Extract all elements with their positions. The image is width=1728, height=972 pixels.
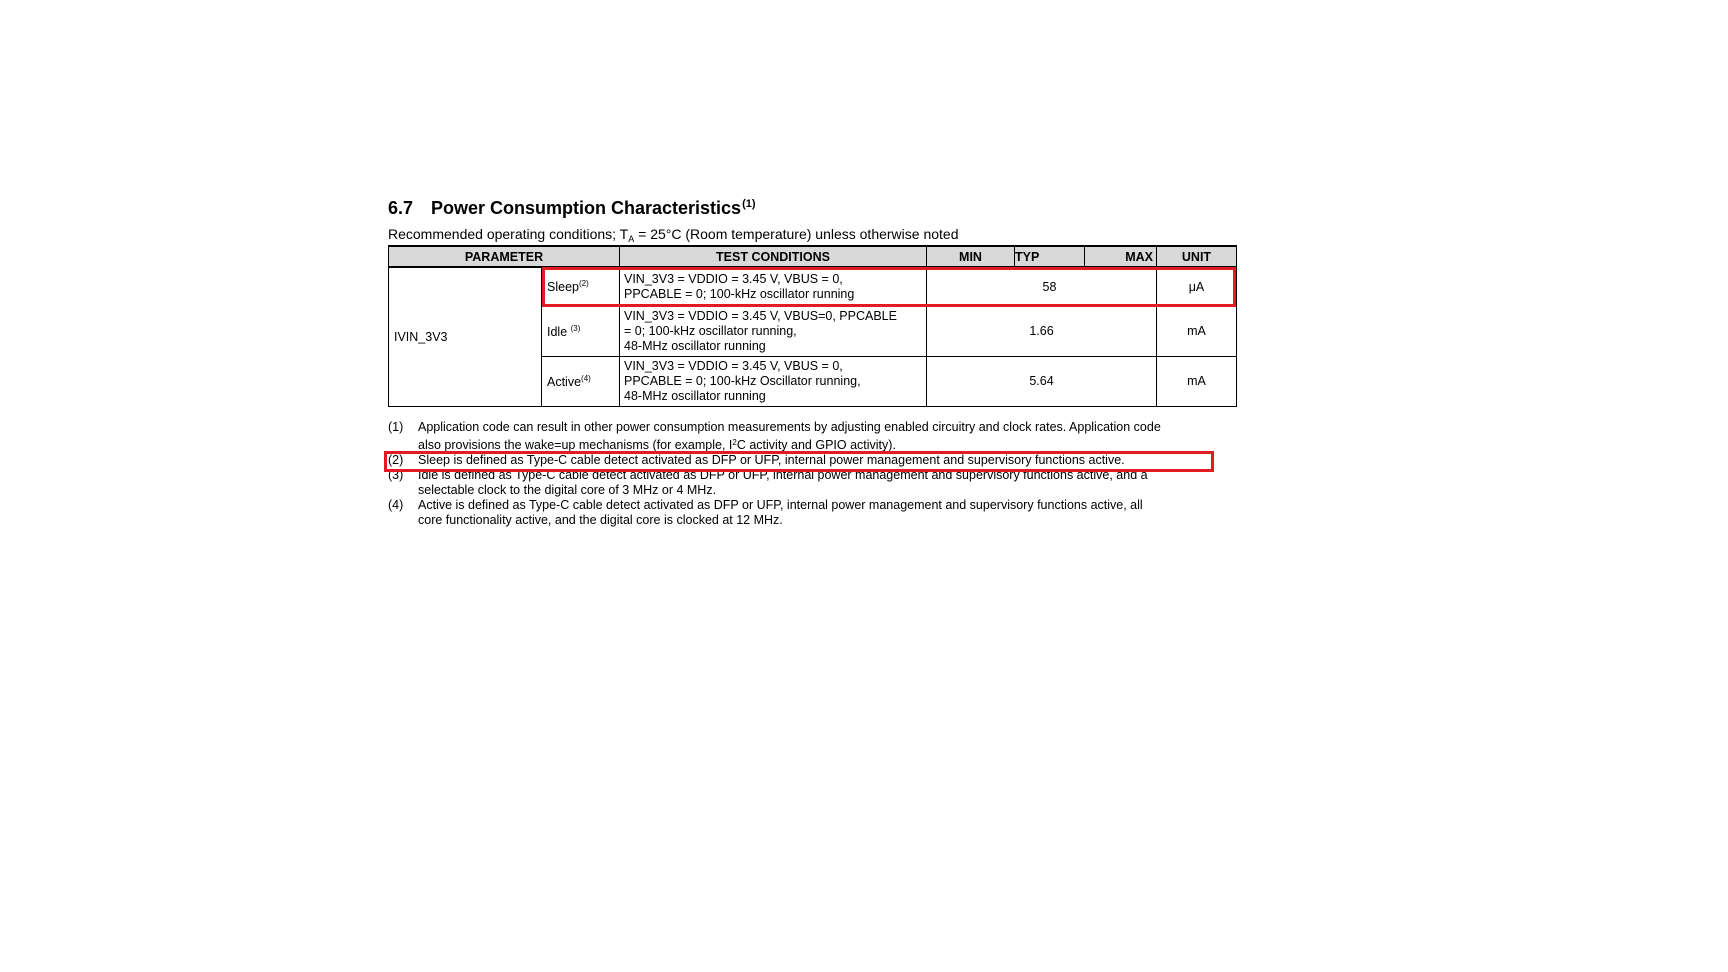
- mode-idle: Idle $^{(3)}$: [542, 306, 620, 356]
- mode-active: Active$^{(4)}$: [542, 356, 620, 406]
- section-number: 6.7: [388, 198, 414, 218]
- mode-sleep: Sleep$^{(2)}$: [542, 267, 620, 306]
- operating-conditions-note: Recommended operating conditions; $T_A = 25^\circ C$ (Room temperature) unless otherwise noted: [388, 226, 959, 244]
- values-sleep: 58: [927, 267, 1157, 306]
- sleep-row-highlight: [542, 267, 1236, 307]
- unit-sleep: μA: [1157, 267, 1237, 306]
- header-min: MIN: [927, 246, 1015, 267]
- unit-idle: mA: [1157, 306, 1237, 356]
- header-typ: TYP: [1015, 246, 1085, 267]
- header-parameter: PARAMETER: [389, 246, 620, 267]
- values-active: 5.64: [927, 356, 1157, 406]
- conditions-idle: VIN_3V3 = VDDIO = 3.45 V, VBUS=0, PPCABLE = 0; 100-kHz oscillator running, 48-MHz oscillator running: [620, 306, 927, 356]
- table-header-row: [389, 246, 1237, 267]
- footnotes: [388, 420, 1238, 528]
- parameter-cell: IVIN_3V3: [389, 267, 542, 406]
- unit-active: mA: [1157, 356, 1237, 406]
- values-idle: 1.66: [927, 306, 1157, 356]
- sleep-footnote-highlight: [384, 451, 1214, 472]
- header-max: MAX: [1085, 246, 1157, 267]
- section-heading: [388, 198, 756, 219]
- header-unit: UNIT: [1157, 246, 1237, 267]
- section-title: Power Consumption Characteristics: [431, 198, 742, 218]
- footnote-4: (4) Active is defined as Type-C cable detect activated as DFP or UFP, internal power management and supervisory functions active, all core functionality active, and the digital core is clocked at 12 MHz.: [388, 498, 1143, 527]
- conditions-active: VIN_3V3 = VDDIO = 3.45 V, VBUS = 0, PPCABLE = 0; 100-kHz Oscillator running, 48-MHz oscillator running: [620, 356, 927, 406]
- footnote-3: (3) Idle is defined as Type-C cable detect activated as DFP or UFP, internal power management and supervisory functions active, and a selectable clock to the digital core of 3 MHz or 4 MHz.: [388, 468, 1148, 497]
- header-test-conditions: TEST CONDITIONS: [620, 246, 927, 267]
- section-footnote-ref: (1): [742, 198, 756, 210]
- conditions-sleep: VIN_3V3 = VDDIO = 3.45 V, VBUS = 0, PPCABLE = 0; 100-kHz oscillator running: [620, 267, 927, 306]
- footnote-2: (2) Sleep is defined as Type-C cable detect activated as DFP or UFP, internal power management and supervisory functions active.: [388, 453, 1125, 467]
- footnote-1: (1) Application code can result in other power consumption measurements by adjusting enabled circuitry and clock rates. Application code also provisions the wake=up mechanisms (for example, $I^2C$ activity and GPIO activity).: [388, 420, 1161, 452]
